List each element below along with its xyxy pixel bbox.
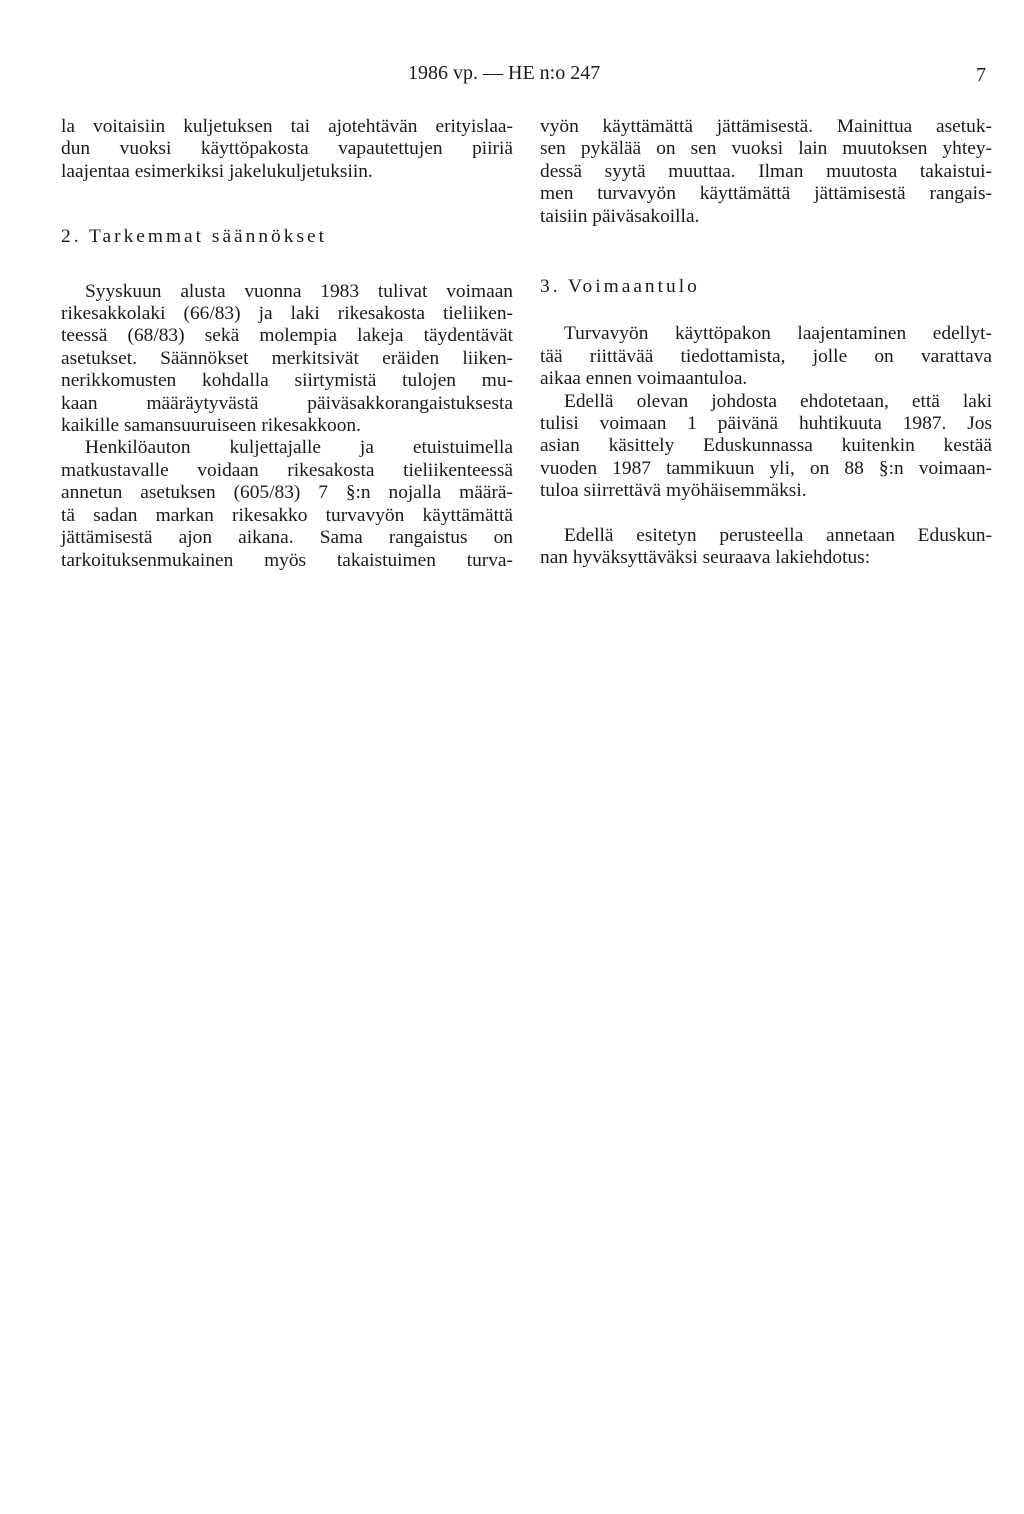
text-line: matkustavalle voidaan rikesakosta tieliikenteessä [61, 459, 513, 481]
text-line: Turvavyön käyttöpakon laajentaminen edellyt- [564, 323, 992, 345]
text-line: la voitaisiin kuljetuksen tai ajotehtävän erityislaa- [61, 116, 513, 137]
text-line: teessä (68/83) sekä molempia lakeja täydentävät [61, 325, 513, 347]
page-number: 7 [976, 64, 986, 86]
text-line: Edellä olevan johdosta ehdotetaan, että laki [564, 390, 992, 412]
section3-paragraph-3 [540, 525, 992, 570]
text-line: asetukset. Säännökset merkitsivät eräiden liiken- [61, 347, 513, 369]
left-column [61, 116, 513, 572]
page-header [0, 62, 1024, 92]
text-line: taisiin päiväsakoilla. [540, 205, 700, 227]
right-intro-paragraph [540, 116, 992, 228]
running-title: 1986 vp. — HE n:o 247 [408, 62, 601, 84]
left-intro-paragraph [61, 116, 513, 183]
text-line: tuloa siirrettävä myöhäisemmäksi. [540, 480, 807, 502]
text-line: tarkoituksenmukainen myös takaistuimen turva- [61, 549, 513, 571]
text-line: tulisi voimaan 1 päivänä huhtikuuta 1987. Jos [540, 413, 992, 435]
text-line: sen pykälää on sen vuoksi lain muutoksen yhtey- [540, 138, 992, 160]
section2-paragraph-1 [61, 281, 513, 438]
section3-paragraph-2 [540, 391, 992, 503]
text-line: asian käsittely Eduskunnassa kuitenkin kestää [540, 435, 992, 457]
text-line: Edellä esitetyn perusteella annetaan Eduskun- [564, 524, 992, 546]
text-line: vyön käyttämättä jättämisestä. Mainittua asetuk- [540, 116, 992, 137]
section-heading-3: 3. Voimaantulo [540, 276, 700, 298]
text-line: annetun asetuksen (605/83) 7 §:n nojalla määrä- [61, 482, 513, 504]
text-line: Syyskuun alusta vuonna 1983 tulivat voimaan [85, 280, 513, 302]
right-column [540, 116, 992, 570]
text-line: aikaa ennen voimaantuloa. [540, 368, 748, 390]
section2-paragraph-2 [61, 437, 513, 571]
text-line: Henkilöauton kuljettajalle ja etuistuimella [85, 437, 513, 459]
text-line: tää riittävää tiedottamista, jolle on varattava [540, 345, 992, 367]
section3-paragraph-1 [540, 323, 992, 390]
text-line: kaikille samansuuruiseen rikesakkoon. [61, 415, 361, 437]
text-line: nan hyväksyttäväksi seuraava lakiehdotus: [540, 547, 871, 569]
text-line: dessä syytä muuttaa. Ilman muutosta takaistui- [540, 160, 992, 182]
section-heading-2: 2. Tarkemmat säännökset [61, 226, 327, 248]
text-line: dun vuoksi käyttöpakosta vapautettujen piiriä [61, 138, 513, 160]
text-line: laajentaa esimerkiksi jakelukuljetuksiin. [61, 160, 373, 182]
text-line: vuoden 1987 tammikuun yli, on 88 §:n voimaan- [540, 457, 992, 479]
text-line: nerikkomusten kohdalla siirtymistä tulojen mu- [61, 370, 513, 392]
text-line: kaan määräytyvästä päiväsakkorangaistuksesta [61, 392, 513, 414]
text-line: tä sadan markan rikesakko turvavyön käyttämättä [61, 504, 513, 526]
text-line: rikesakkolaki (66/83) ja laki rikesakosta tieliiken- [61, 303, 513, 325]
text-line: men turvavyön käyttämättä jättämisestä rangais- [540, 183, 992, 205]
text-line: jättämisestä ajon aikana. Sama rangaistus on [61, 527, 513, 549]
